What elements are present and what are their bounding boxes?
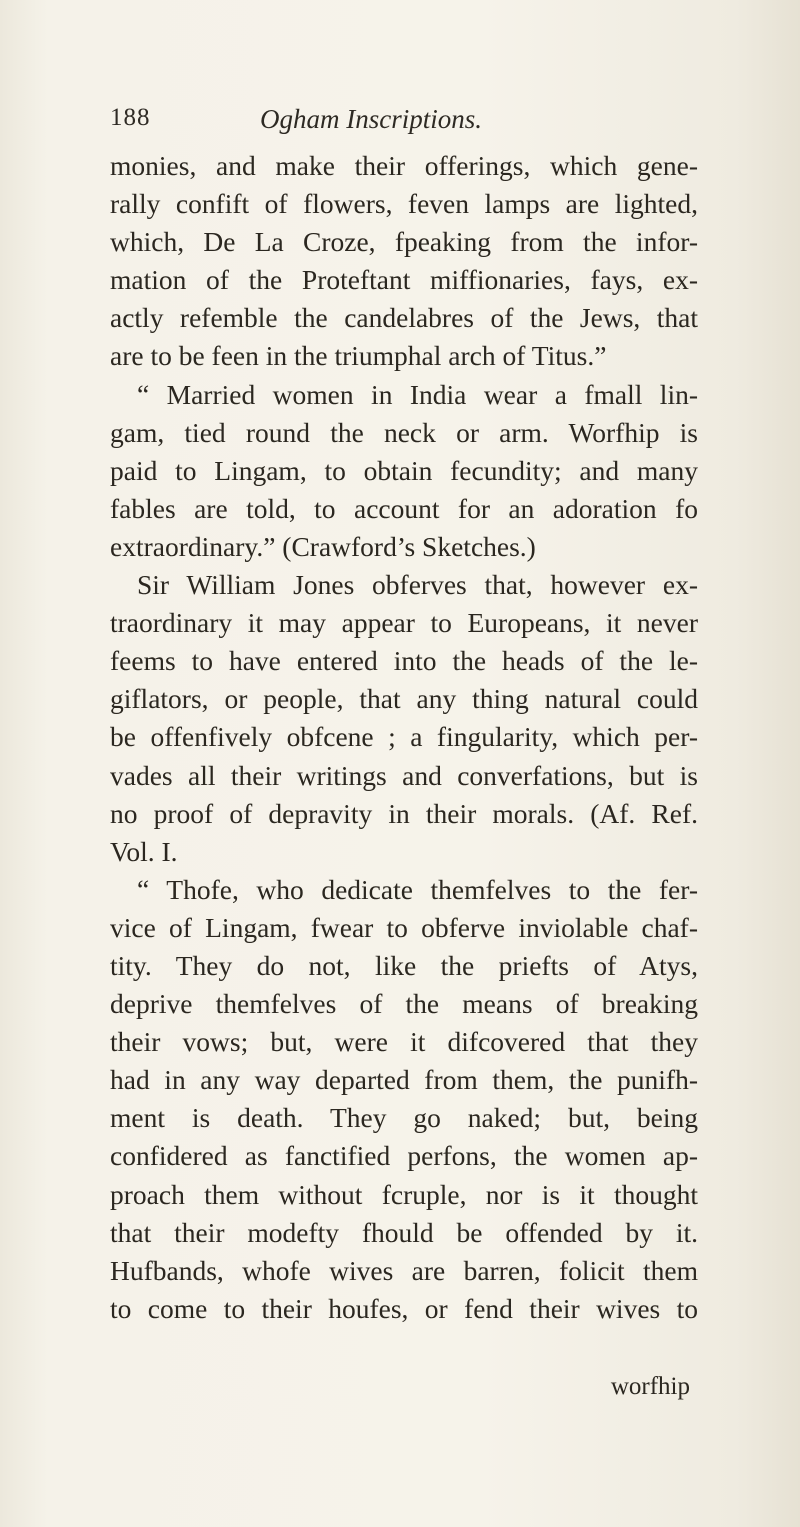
text-line: Sir William Jones obferves that, however ex- [137, 569, 698, 601]
text-line: mation of the Proteftant miffionaries, fays, ex- [110, 264, 698, 296]
catchword: worfhip [610, 1373, 690, 1400]
text-line: actly refemble the candelabres of the Jews, that [110, 302, 698, 334]
text-line: be offenfively obfcene ; a fingularity, which per- [110, 721, 698, 753]
text-line: that their modefty fhould be offended by it. [110, 1216, 698, 1248]
text-line: “ Married women in India wear a fmall lin- [137, 378, 698, 410]
text-line: deprive themfelves of the means of breaking [110, 988, 698, 1020]
text-line: rally confift of flowers, feven lamps are lighted, [110, 188, 698, 220]
text-line: are to be feen in the triumphal arch of Titus.” [110, 340, 607, 372]
text-line: proach them without fcruple, nor is it thought [110, 1178, 698, 1210]
body-text [110, 147, 698, 1328]
text-line: Hufbands, whofe wives are barren, folicit them [110, 1254, 698, 1286]
text-line: paid to Lingam, to obtain fecundity; and many [110, 454, 698, 486]
running-head [110, 104, 700, 144]
text-line: to come to their houfes, or fend their wives to [110, 1292, 698, 1324]
text-line: fables are told, to account for an adoration fo [110, 492, 698, 524]
text-line: no proof of depravity in their morals. (Af. Ref. [110, 797, 698, 829]
text-line: gam, tied round the neck or arm. Worfhip is [110, 416, 698, 448]
text-line: Vol. I. [110, 835, 178, 867]
text-line: confidered as fanctified perfons, the women ap- [110, 1140, 698, 1172]
text-line: “ Thofe, who dedicate themfelves to the fer- [137, 873, 698, 905]
text-line: giflators, or people, that any thing natural could [110, 683, 698, 715]
text-line: monies, and make their offerings, which gene- [110, 150, 698, 181]
page-number: 188 [110, 104, 151, 131]
text-line: extraordinary.” (Crawford’s Sketches.) [110, 530, 536, 562]
text-line: which, De La Croze, fpeaking from the infor- [110, 226, 698, 258]
text-line: vades all their writings and converfations, but is [110, 759, 698, 791]
text-line: feems to have entered into the heads of the le- [110, 645, 698, 677]
text-line: their vows; but, were it difcovered that they [110, 1026, 698, 1058]
text-line: ment is death. They go naked; but, being [110, 1102, 698, 1134]
running-title: Ogham Inscriptions. [260, 104, 482, 134]
text-line: vice of Lingam, fwear to obferve inviolable chaf- [110, 911, 698, 943]
text-line: traordinary it may appear to Europeans, it never [110, 607, 698, 639]
text-line: tity. They do not, like the priefts of Atys, [110, 949, 698, 981]
text-line: had in any way departed from them, the punifh- [110, 1064, 698, 1096]
